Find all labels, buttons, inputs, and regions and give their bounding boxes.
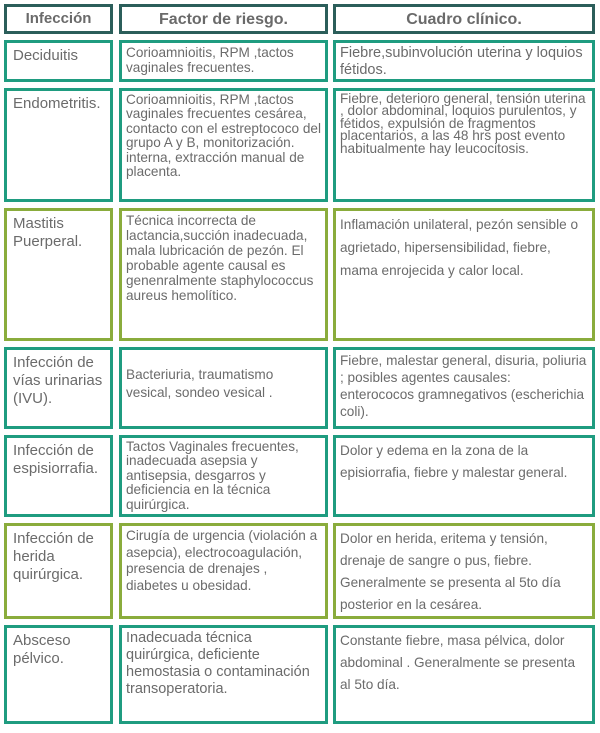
row-1-cuadro: Fiebre, deterioro general, tensión uterina , dolor abdominal, loquios purulentos, y fétidos, expulsión de fragmentos placentarios, a las 48 hrs post evento habitualmente hay leucocitosis.	[333, 88, 595, 202]
row-2-cuadro: Inflamación unilateral, pezón sensible o agrietado, hipersensibilidad, fiebre, mama enrojecida y calor local.	[333, 208, 595, 341]
row-2-infeccion: Mastitis Puerperal.	[4, 208, 113, 341]
row-0-cuadro: Fiebre,subinvolución uterina y loquios fétidos.	[333, 40, 595, 82]
row-0-factor: Corioamnioitis, RPM ,tactos vaginales frecuentes.	[119, 40, 328, 82]
row-6-infeccion: Absceso pélvico.	[4, 625, 113, 724]
row-4-cuadro: Dolor y edema en la zona de la episiorrafia, fiebre y malestar general.	[333, 435, 595, 517]
row-2-factor: Técnica incorrecta de lactancia,succión inadecuada, mala lubricación de pezón. El probable agente causal es genenralmente staphylococcus aureus hemolítico.	[119, 208, 328, 341]
row-6-cuadro: Constante fiebre, masa pélvica, dolor abdominal . Generalmente se presenta al 5to día.	[333, 625, 595, 724]
row-4-factor: Tactos Vaginales frecuentes, inadecuada asepsia y antisepsia, desgarros y deficiencia en la técnica quirúrgica.	[119, 435, 328, 517]
row-6-factor: Inadecuada técnica quirúrgica, deficiente hemostasia o contaminación transoperatoria.	[119, 625, 328, 724]
row-3-cuadro: Fiebre, malestar general, disuria, poliuria ; posibles agentes causales: enterococos gramnegativos (escherichia coli).	[333, 347, 595, 429]
header-infeccion: Infección	[4, 4, 113, 34]
row-5-factor: Cirugía de urgencia (violación a asepcia), electrocoagulación, presencia de drenajes , diabetes u obesidad.	[119, 523, 328, 619]
row-1-infeccion: Endometritis.	[4, 88, 113, 202]
row-0-infeccion: Deciduitis	[4, 40, 113, 82]
row-3-factor: Bacteriuria, traumatismo vesical, sondeo vesical .	[119, 347, 328, 429]
header-factor-riesgo: Factor de riesgo.	[119, 4, 328, 34]
row-5-infeccion: Infección de herida quirúrgica.	[4, 523, 113, 619]
row-3-infeccion: Infección de vías urinarias (IVU).	[4, 347, 113, 429]
header-cuadro-clinico: Cuadro clínico.	[333, 4, 595, 34]
row-1-factor: Corioamnioitis, RPM ,tactos vaginales frecuentes cesárea, contacto con el estreptococo del grupo A y B, monitorización. interna, extracción manual de placenta.	[119, 88, 328, 202]
row-5-cuadro: Dolor en herida, eritema y tensión, drenaje de sangre o pus, fiebre. Generalmente se presenta al 5to día posterior en la cesárea.	[333, 523, 595, 619]
row-4-infeccion: Infección de espisiorrafia.	[4, 435, 113, 517]
